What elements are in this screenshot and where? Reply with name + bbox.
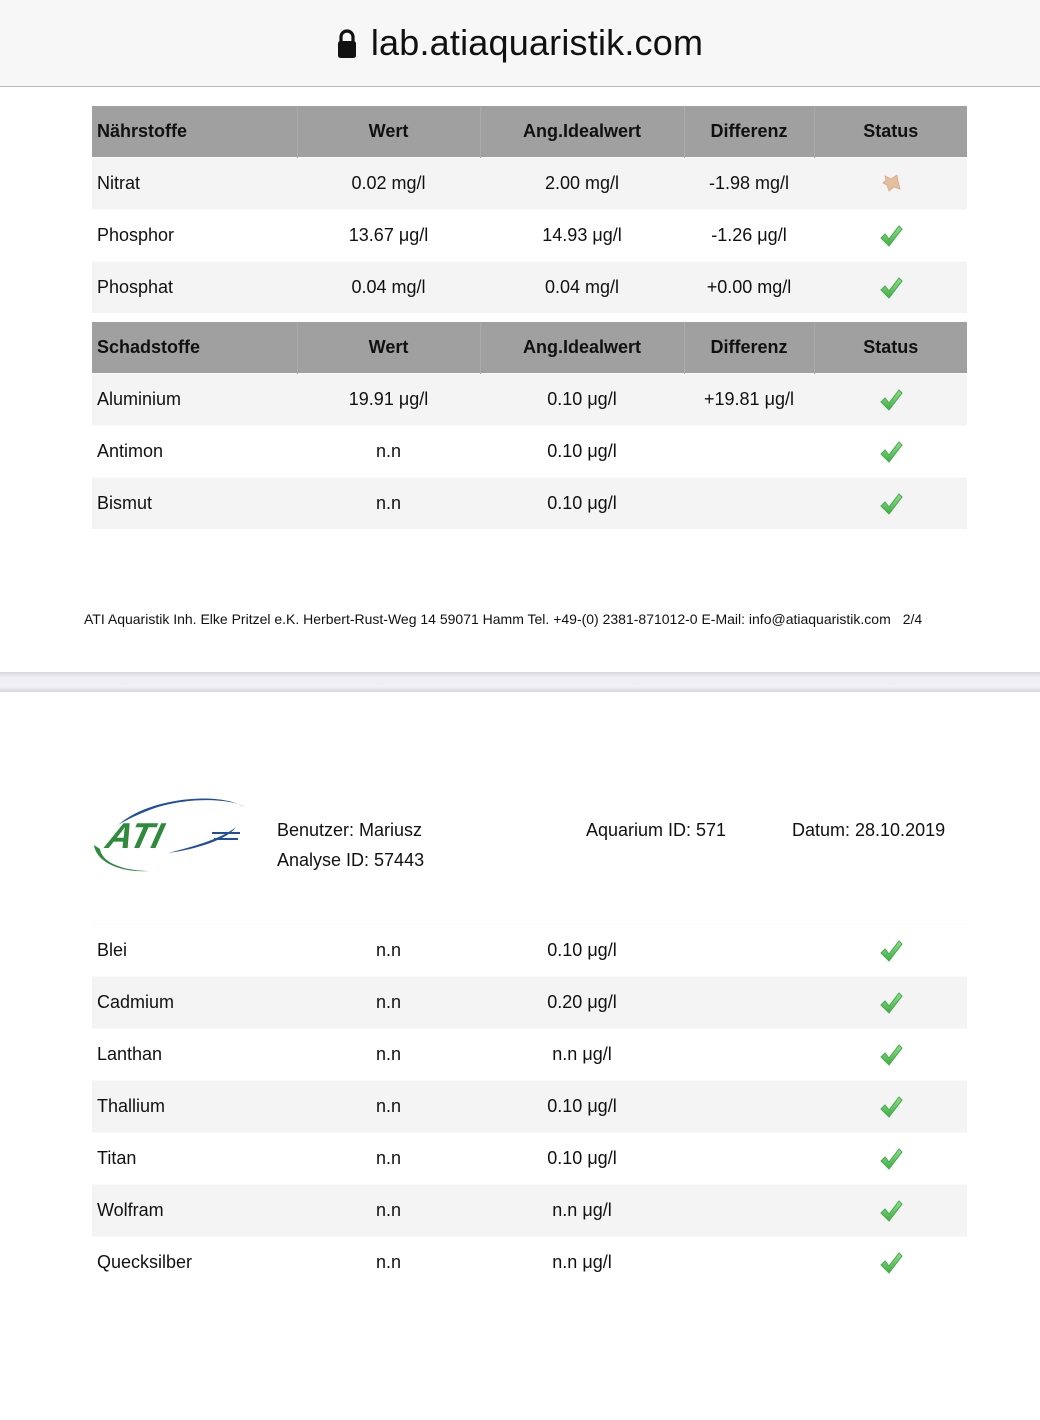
table-header-row bbox=[92, 322, 967, 374]
table-row bbox=[92, 1237, 967, 1289]
warning-icon bbox=[878, 172, 904, 192]
measured-value: n.n bbox=[297, 1133, 480, 1185]
check-icon bbox=[878, 1251, 904, 1271]
measured-value: 0.02 mg/l bbox=[297, 158, 480, 210]
parameter-name: Aluminium bbox=[92, 374, 297, 426]
table-row bbox=[92, 1081, 967, 1133]
lock-icon bbox=[337, 29, 357, 59]
parameter-name: Phosphor bbox=[92, 210, 297, 262]
status-cell bbox=[814, 1237, 967, 1289]
parameter-name: Lanthan bbox=[92, 1029, 297, 1081]
check-icon bbox=[878, 492, 904, 512]
measured-value: n.n bbox=[297, 1237, 480, 1289]
difference-value: -1.98 mg/l bbox=[684, 158, 814, 210]
column-header: Differenz bbox=[684, 322, 814, 374]
check-icon bbox=[878, 1147, 904, 1167]
measured-value: n.n bbox=[297, 1081, 480, 1133]
table-row bbox=[92, 478, 967, 530]
column-header: Status bbox=[814, 106, 967, 158]
parameter-name: Blei bbox=[92, 925, 297, 977]
column-header: Wert bbox=[297, 106, 480, 158]
column-header: Schadstoffe bbox=[92, 322, 297, 374]
schadstoffe-table bbox=[92, 322, 967, 529]
column-header: Ang.Idealwert bbox=[480, 322, 684, 374]
check-icon bbox=[878, 224, 904, 244]
measured-value: n.n bbox=[297, 1185, 480, 1237]
table-row bbox=[92, 158, 967, 210]
browser-address-bar[interactable] bbox=[0, 0, 1040, 87]
ideal-value: 0.10 μg/l bbox=[480, 925, 684, 977]
measured-value: 0.04 mg/l bbox=[297, 262, 480, 314]
check-icon bbox=[878, 939, 904, 959]
measured-value: n.n bbox=[297, 426, 480, 478]
table-row bbox=[92, 210, 967, 262]
ideal-value: 0.20 μg/l bbox=[480, 977, 684, 1029]
ideal-value: n.n μg/l bbox=[480, 1029, 684, 1081]
status-cell bbox=[814, 478, 967, 530]
ideal-value: 0.10 μg/l bbox=[480, 1081, 684, 1133]
page-footer bbox=[84, 611, 922, 627]
parameter-name: Wolfram bbox=[92, 1185, 297, 1237]
aquarium-id-label: Aquarium ID: 571 bbox=[586, 820, 727, 840]
table-row bbox=[92, 1185, 967, 1237]
logo-text: ATI bbox=[102, 815, 168, 856]
check-icon bbox=[878, 440, 904, 460]
analyse-id-label: Analyse ID: 57443 bbox=[277, 850, 425, 870]
parameter-name: Cadmium bbox=[92, 977, 297, 1029]
measured-value: n.n bbox=[297, 977, 480, 1029]
ideal-value: n.n μg/l bbox=[480, 1185, 684, 1237]
parameter-name: Phosphat bbox=[92, 262, 297, 314]
difference-value bbox=[684, 1133, 814, 1185]
difference-value bbox=[684, 1185, 814, 1237]
schadstoffe-table-continued bbox=[92, 924, 967, 1288]
column-header: Wert bbox=[297, 322, 480, 374]
benutzer-label: Benutzer: Mariusz bbox=[277, 820, 423, 840]
difference-value: +0.00 mg/l bbox=[684, 262, 814, 314]
column-header: Status bbox=[814, 322, 967, 374]
table-row bbox=[92, 374, 967, 426]
difference-value bbox=[684, 478, 814, 530]
check-icon bbox=[878, 1095, 904, 1115]
parameter-name: Quecksilber bbox=[92, 1237, 297, 1289]
check-icon bbox=[878, 991, 904, 1011]
naehrstoffe-table bbox=[92, 106, 967, 313]
parameter-name: Thallium bbox=[92, 1081, 297, 1133]
measured-value: 13.67 μg/l bbox=[297, 210, 480, 262]
ati-logo bbox=[88, 793, 248, 875]
check-icon bbox=[878, 1043, 904, 1063]
status-cell bbox=[814, 1029, 967, 1081]
parameter-name: Titan bbox=[92, 1133, 297, 1185]
ideal-value: 0.10 μg/l bbox=[480, 1133, 684, 1185]
ideal-value: 0.10 μg/l bbox=[480, 478, 684, 530]
column-header: Ang.Idealwert bbox=[480, 106, 684, 158]
table-header-row bbox=[92, 106, 967, 158]
status-cell bbox=[814, 210, 967, 262]
table-row bbox=[92, 977, 967, 1029]
url-text[interactable]: lab.atiaquaristik.com bbox=[370, 22, 704, 63]
page-separator bbox=[0, 672, 1040, 692]
status-cell bbox=[814, 1185, 967, 1237]
difference-value: +19.81 μg/l bbox=[684, 374, 814, 426]
difference-value bbox=[684, 1237, 814, 1289]
ideal-value: 0.10 μg/l bbox=[480, 426, 684, 478]
difference-value bbox=[684, 925, 814, 977]
measured-value: 19.91 μg/l bbox=[297, 374, 480, 426]
check-icon bbox=[878, 276, 904, 296]
status-cell bbox=[814, 426, 967, 478]
page-number: 2/4 bbox=[902, 611, 923, 627]
status-cell bbox=[814, 262, 967, 314]
check-icon bbox=[878, 1199, 904, 1219]
difference-value bbox=[684, 1029, 814, 1081]
measured-value: n.n bbox=[297, 1029, 480, 1081]
datum-label: Datum: 28.10.2019 bbox=[792, 820, 946, 840]
parameter-name: Bismut bbox=[92, 478, 297, 530]
ideal-value: 0.10 μg/l bbox=[480, 374, 684, 426]
ideal-value: 0.04 mg/l bbox=[480, 262, 684, 314]
table-row bbox=[92, 426, 967, 478]
ideal-value: 2.00 mg/l bbox=[480, 158, 684, 210]
ideal-value: n.n μg/l bbox=[480, 1237, 684, 1289]
difference-value bbox=[684, 1081, 814, 1133]
status-cell bbox=[814, 1133, 967, 1185]
ideal-value: 14.93 μg/l bbox=[480, 210, 684, 262]
difference-value bbox=[684, 426, 814, 478]
measured-value: n.n bbox=[297, 478, 480, 530]
status-cell bbox=[814, 1081, 967, 1133]
difference-value: -1.26 μg/l bbox=[684, 210, 814, 262]
footer-company-info: ATI Aquaristik Inh. Elke Pritzel e.K. Herbert-Rust-Weg 14 59071 Hamm Tel. +49-(0) 2381-871012-0 E-Mail: info@atiaquaristik.com bbox=[84, 611, 891, 627]
column-header: Nährstoffe bbox=[92, 106, 297, 158]
status-cell bbox=[814, 158, 967, 210]
status-cell bbox=[814, 977, 967, 1029]
status-cell bbox=[814, 374, 967, 426]
table-row bbox=[92, 262, 967, 314]
difference-value bbox=[684, 977, 814, 1029]
parameter-name: Antimon bbox=[92, 426, 297, 478]
table-row bbox=[92, 925, 967, 977]
check-icon bbox=[878, 388, 904, 408]
table-row bbox=[92, 1133, 967, 1185]
column-header: Differenz bbox=[684, 106, 814, 158]
measured-value: n.n bbox=[297, 925, 480, 977]
status-cell bbox=[814, 925, 967, 977]
parameter-name: Nitrat bbox=[92, 158, 297, 210]
table-row bbox=[92, 1029, 967, 1081]
